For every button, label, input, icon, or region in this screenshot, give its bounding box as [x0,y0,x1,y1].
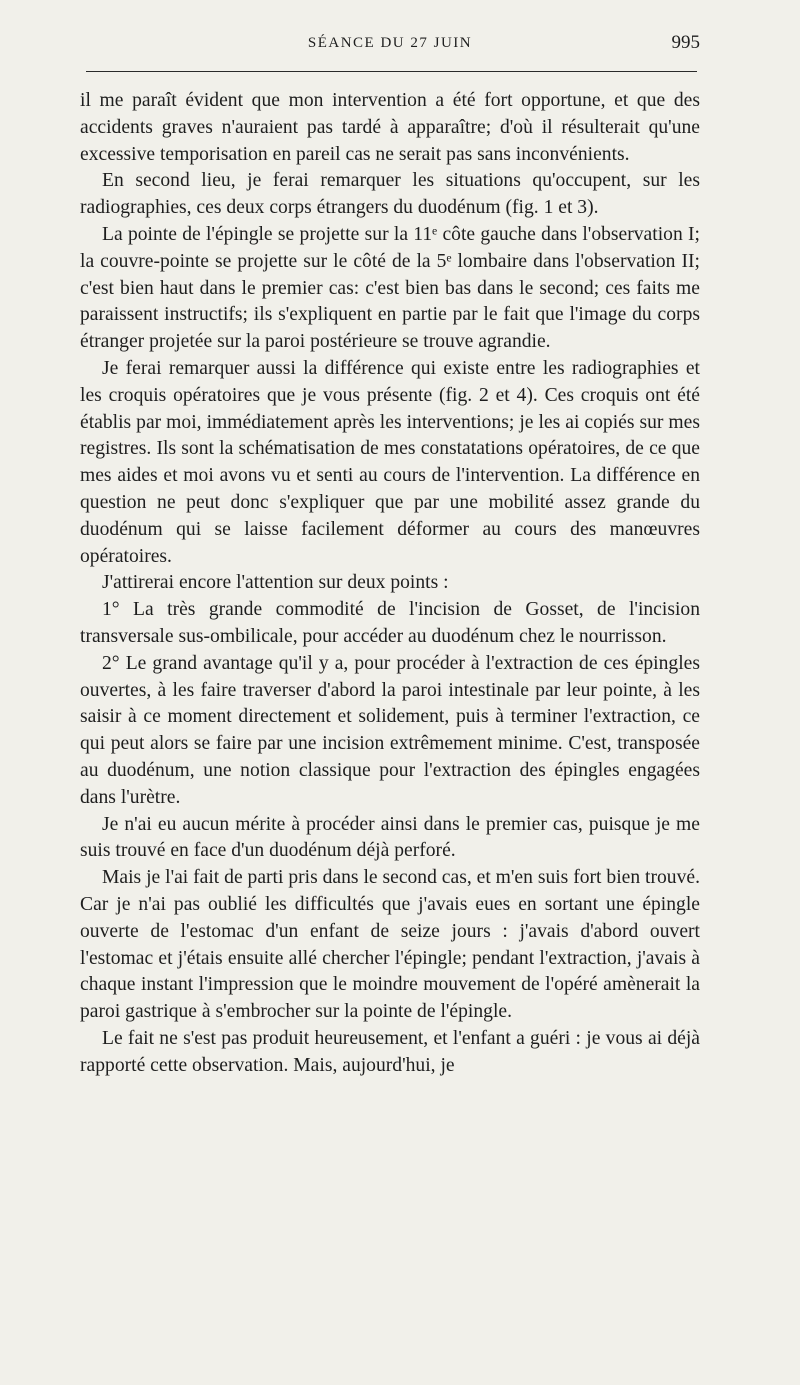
paragraph: 1° La très grande commodité de l'incision de Gosset, de l'incision transversale sus-ombilicale, pour accéder au duodénum chez le nourrisson. [80,599,700,647]
paragraph: Le fait ne s'est pas produit heureusement, et l'enfant a guéri : je vous ai déjà rapporté cette observation. Mais, aujourd'hui, je [80,1027,700,1076]
header-rule [86,71,697,72]
paragraph: Mais je l'ai fait de parti pris dans le second cas, et m'en suis fort bien trouvé. Car je n'ai pas oublié les difficultés que j'avais eues en sortant une épingle ouverte de l'estomac d'un enfant de seize jours : j'avais d'abord ouvert l'estomac et j'étais ensuite allé chercher l'épingle; pendant l'extraction, j'avais à chaque instant l'impression que le moindre mouvement de l'opéré amènerait la paroi gastrique à s'embrocher sur la pointe de l'épingle. [80,867,700,1023]
running-title: SÉANCE DU 27 JUIN [307,35,473,51]
paragraph: il me paraît évident que mon intervention a été fort opportune, et que des accidents graves n'auraient pas tardé à apparaître; d'où il résulterait qu'une excessive temporisation en pareil cas ne serait pas sans inconvénients. [80,90,700,165]
paragraph: 2° Le grand avantage qu'il y a, pour procéder à l'extraction de ces épingles ouvertes, à les faire traverser d'abord la paroi intestinale par leur pointe, à les saisir à ce moment directement et solidement, puis à terminer l'extraction, ce qui peut alors se faire par une incision extrêmement minime. C'est, transposée au duodénum, une notion classique pour l'extraction des épingles engagées dans l'urètre. [80,652,700,808]
page-header [80,30,700,56]
paragraph: Je ferai remarquer aussi la différence qui existe entre les radiographies et les croquis opératoires que je vous présente (fig. 2 et 4). Ces croquis ont été établis par moi, immédiatement après les interventions; je les ai copiés sur mes registres. Ils sont la schématisation de mes constatations opératoires, de ce que mes aides et moi avons vu et senti au cours de l'intervention. La différence en question ne peut donc s'expliquer que par une mobilité assez grande du duodénum qui se laisse facilement déformer au cours des manœuvres opératoires. [80,357,700,567]
paragraph: J'attirerai encore l'attention sur deux points : [102,572,449,594]
paragraph: La pointe de l'épingle se projette sur la 11ᵉ côte gauche dans l'observation I; la couvre-pointe se projette sur le côté de la 5ᵉ lombaire dans l'observation II; c'est bien haut dans le premier cas: c'est bien bas dans le second; ces faits me paraissent instructifs; ils s'expliquent en partie par le fait que l'image du corps étranger projetée sur la paroi postérieure se trouve agrandie. [80,223,700,353]
body-text [80,88,700,1079]
paragraph: Je n'ai eu aucun mérite à procéder ainsi dans le premier cas, puisque je me suis trouvé en face d'un duodénum déjà perforé. [80,813,700,862]
paragraph: En second lieu, je ferai remarquer les situations qu'occupent, sur les radiographies, ces deux corps étrangers du duodénum (fig. 1 et 3). [80,170,700,219]
page-number: 995 [671,32,700,53]
